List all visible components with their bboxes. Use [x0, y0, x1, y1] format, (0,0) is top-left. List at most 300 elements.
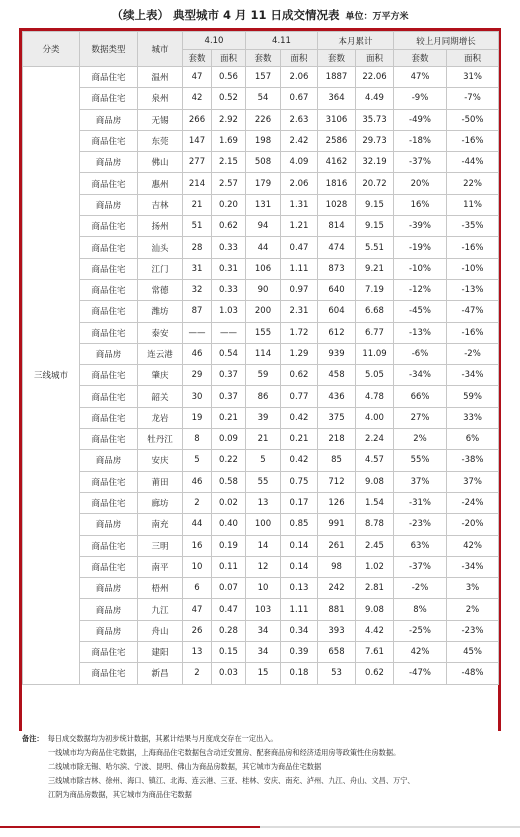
sets-4-11-cell: 44: [246, 237, 281, 258]
cumulative-sets-cell: 85: [318, 450, 356, 471]
area-4-10-cell: 2.92: [212, 109, 246, 130]
sets-4-10-cell: 87: [183, 301, 212, 322]
growth-sets-cell: 27%: [394, 407, 447, 428]
header-category: 分类: [23, 32, 80, 67]
growth-area-cell: -38%: [447, 450, 499, 471]
header-area: 面积: [281, 50, 318, 67]
table-row: [23, 578, 499, 599]
area-4-10-cell: 0.15: [212, 642, 246, 663]
table-row: [23, 109, 499, 130]
growth-area-cell: -34%: [447, 556, 499, 577]
growth-sets-cell: -18%: [394, 130, 447, 151]
city-cell: 梧州: [138, 578, 183, 599]
cumulative-area-cell: 9.21: [356, 258, 394, 279]
growth-sets-cell: -49%: [394, 109, 447, 130]
header-data-type: 数据类型: [80, 32, 138, 67]
cumulative-sets-cell: 261: [318, 535, 356, 556]
data-type-cell: 商品住宅: [80, 429, 138, 450]
data-type-cell: 商品住宅: [80, 301, 138, 322]
city-cell: 泰安: [138, 322, 183, 343]
data-type-cell: 商品住宅: [80, 237, 138, 258]
area-4-10-cell: 0.40: [212, 514, 246, 535]
area-4-11-cell: 0.77: [281, 386, 318, 407]
notes-label: 备注：: [22, 734, 44, 743]
sets-4-11-cell: 200: [246, 301, 281, 322]
growth-sets-cell: -34%: [394, 365, 447, 386]
area-4-11-cell: 0.14: [281, 556, 318, 577]
growth-sets-cell: -12%: [394, 279, 447, 300]
city-cell: 惠州: [138, 173, 183, 194]
cumulative-sets-cell: 604: [318, 301, 356, 322]
area-4-11-cell: 1.29: [281, 343, 318, 364]
growth-area-cell: 42%: [447, 535, 499, 556]
area-4-11-cell: 0.39: [281, 642, 318, 663]
data-type-cell: 商品房: [80, 450, 138, 471]
cumulative-area-cell: 1.54: [356, 492, 394, 513]
cumulative-area-cell: 4.00: [356, 407, 394, 428]
data-type-cell: 商品房: [80, 514, 138, 535]
table-row: [23, 514, 499, 535]
area-4-11-cell: 1.21: [281, 216, 318, 237]
header-sets: 套数: [318, 50, 356, 67]
growth-area-cell: -35%: [447, 216, 499, 237]
sets-4-10-cell: 29: [183, 365, 212, 386]
area-4-10-cell: ——: [212, 322, 246, 343]
city-cell: 泉州: [138, 88, 183, 109]
area-4-11-cell: 0.97: [281, 279, 318, 300]
sets-4-11-cell: 100: [246, 514, 281, 535]
area-4-10-cell: 0.37: [212, 386, 246, 407]
sets-4-10-cell: 10: [183, 556, 212, 577]
growth-sets-cell: -31%: [394, 492, 447, 513]
cumulative-area-cell: 5.51: [356, 237, 394, 258]
sets-4-11-cell: 179: [246, 173, 281, 194]
area-4-11-cell: 0.42: [281, 407, 318, 428]
city-cell: 南平: [138, 556, 183, 577]
sets-4-10-cell: 31: [183, 258, 212, 279]
table-row: [23, 407, 499, 428]
cumulative-sets-cell: 436: [318, 386, 356, 407]
cumulative-area-cell: 29.73: [356, 130, 394, 151]
sets-4-11-cell: 5: [246, 450, 281, 471]
city-cell: 廊坊: [138, 492, 183, 513]
data-type-cell: 商品房: [80, 620, 138, 641]
data-type-cell: 商品住宅: [80, 386, 138, 407]
growth-sets-cell: -39%: [394, 216, 447, 237]
growth-area-cell: -7%: [447, 88, 499, 109]
cumulative-sets-cell: 375: [318, 407, 356, 428]
data-type-cell: 商品房: [80, 152, 138, 173]
growth-area-cell: -2%: [447, 343, 499, 364]
sets-4-10-cell: 42: [183, 88, 212, 109]
table-title: [0, 7, 520, 23]
area-4-10-cell: 0.07: [212, 578, 246, 599]
table-row: [23, 130, 499, 151]
city-cell: 牡丹江: [138, 429, 183, 450]
area-4-10-cell: 0.02: [212, 492, 246, 513]
cumulative-area-cell: 6.68: [356, 301, 394, 322]
growth-sets-cell: -13%: [394, 322, 447, 343]
table-row: [23, 450, 499, 471]
area-4-11-cell: 1.31: [281, 194, 318, 215]
sets-4-11-cell: 226: [246, 109, 281, 130]
city-cell: 新昌: [138, 663, 183, 684]
cumulative-sets-cell: 393: [318, 620, 356, 641]
table-row: [23, 173, 499, 194]
sets-4-11-cell: 508: [246, 152, 281, 173]
cumulative-sets-cell: 1028: [318, 194, 356, 215]
sets-4-11-cell: 114: [246, 343, 281, 364]
sets-4-11-cell: 54: [246, 88, 281, 109]
area-4-10-cell: 0.37: [212, 365, 246, 386]
area-4-11-cell: 0.18: [281, 663, 318, 684]
table-body: [23, 67, 499, 685]
data-type-cell: 商品住宅: [80, 642, 138, 663]
area-4-10-cell: 2.57: [212, 173, 246, 194]
cumulative-sets-cell: 126: [318, 492, 356, 513]
growth-area-cell: 37%: [447, 471, 499, 492]
growth-sets-cell: -19%: [394, 237, 447, 258]
sets-4-10-cell: 47: [183, 599, 212, 620]
city-cell: 无锡: [138, 109, 183, 130]
data-type-cell: 商品住宅: [80, 279, 138, 300]
table-row: [23, 386, 499, 407]
city-cell: 莆田: [138, 471, 183, 492]
table-row: [23, 279, 499, 300]
cumulative-sets-cell: 218: [318, 429, 356, 450]
sets-4-11-cell: 59: [246, 365, 281, 386]
header-city: 城市: [138, 32, 183, 67]
header-sets: 套数: [394, 50, 447, 67]
city-cell: 江门: [138, 258, 183, 279]
cumulative-area-cell: 6.77: [356, 322, 394, 343]
cumulative-area-cell: 9.08: [356, 471, 394, 492]
cumulative-sets-cell: 364: [318, 88, 356, 109]
city-cell: 连云港: [138, 343, 183, 364]
sets-4-11-cell: 34: [246, 642, 281, 663]
sets-4-10-cell: 19: [183, 407, 212, 428]
sets-4-10-cell: 2: [183, 663, 212, 684]
cumulative-sets-cell: 474: [318, 237, 356, 258]
table-row: [23, 620, 499, 641]
sets-4-10-cell: ——: [183, 322, 212, 343]
area-4-10-cell: 0.62: [212, 216, 246, 237]
table-row: [23, 556, 499, 577]
sets-4-11-cell: 13: [246, 492, 281, 513]
growth-area-cell: -13%: [447, 279, 499, 300]
sets-4-10-cell: 266: [183, 109, 212, 130]
area-4-11-cell: 0.47: [281, 237, 318, 258]
sets-4-10-cell: 44: [183, 514, 212, 535]
cumulative-area-cell: 22.06: [356, 67, 394, 88]
cumulative-sets-cell: 242: [318, 578, 356, 599]
area-4-11-cell: 2.06: [281, 67, 318, 88]
header-area: 面积: [356, 50, 394, 67]
growth-sets-cell: 55%: [394, 450, 447, 471]
growth-sets-cell: -2%: [394, 578, 447, 599]
growth-sets-cell: 2%: [394, 429, 447, 450]
growth-area-cell: 11%: [447, 194, 499, 215]
city-cell: 龙岩: [138, 407, 183, 428]
header-date-2: 4.11: [246, 32, 318, 50]
city-cell: 东莞: [138, 130, 183, 151]
area-4-11-cell: 1.11: [281, 599, 318, 620]
cumulative-area-cell: 9.08: [356, 599, 394, 620]
cumulative-area-cell: 35.73: [356, 109, 394, 130]
city-cell: 舟山: [138, 620, 183, 641]
area-4-10-cell: 0.58: [212, 471, 246, 492]
growth-sets-cell: -9%: [394, 88, 447, 109]
area-4-10-cell: 0.28: [212, 620, 246, 641]
header-sets: 套数: [183, 50, 212, 67]
growth-sets-cell: -37%: [394, 556, 447, 577]
header-cumulative: 本月累计: [318, 32, 394, 50]
sets-4-11-cell: 21: [246, 429, 281, 450]
data-type-cell: 商品住宅: [80, 67, 138, 88]
note-line: 每日成交数据均为初步统计数据，其累计结果与月度成交存在一定出入。: [47, 734, 278, 743]
area-4-11-cell: 0.14: [281, 535, 318, 556]
growth-area-cell: -47%: [447, 301, 499, 322]
data-type-cell: 商品房: [80, 194, 138, 215]
cumulative-area-cell: 5.05: [356, 365, 394, 386]
table-row: [23, 492, 499, 513]
data-type-cell: 商品房: [80, 109, 138, 130]
sets-4-11-cell: 155: [246, 322, 281, 343]
table-row: [23, 429, 499, 450]
area-4-11-cell: 0.62: [281, 365, 318, 386]
sets-4-10-cell: 28: [183, 237, 212, 258]
growth-sets-cell: 42%: [394, 642, 447, 663]
cumulative-sets-cell: 458: [318, 365, 356, 386]
sets-4-11-cell: 198: [246, 130, 281, 151]
sets-4-11-cell: 90: [246, 279, 281, 300]
table-row: [23, 471, 499, 492]
sets-4-10-cell: 277: [183, 152, 212, 173]
table-row: [23, 194, 499, 215]
table-row: [23, 67, 499, 88]
unit-label: 单位：万平方米: [345, 12, 409, 22]
sets-4-11-cell: 94: [246, 216, 281, 237]
header-sets: 套数: [246, 50, 281, 67]
growth-area-cell: -34%: [447, 365, 499, 386]
growth-area-cell: 31%: [447, 67, 499, 88]
cumulative-area-cell: 32.19: [356, 152, 394, 173]
table-row: [23, 258, 499, 279]
data-type-cell: 商品住宅: [80, 258, 138, 279]
growth-sets-cell: 47%: [394, 67, 447, 88]
sets-4-10-cell: 32: [183, 279, 212, 300]
sets-4-10-cell: 46: [183, 471, 212, 492]
city-cell: 肇庆: [138, 365, 183, 386]
table-row: [23, 343, 499, 364]
data-type-cell: 商品住宅: [80, 556, 138, 577]
notes: [22, 732, 502, 802]
table-row: [23, 322, 499, 343]
area-4-10-cell: 0.33: [212, 279, 246, 300]
data-type-cell: 商品住宅: [80, 173, 138, 194]
cumulative-area-cell: 2.81: [356, 578, 394, 599]
data-type-cell: 商品住宅: [80, 88, 138, 109]
area-4-10-cell: 0.21: [212, 407, 246, 428]
cumulative-area-cell: 4.42: [356, 620, 394, 641]
growth-area-cell: -24%: [447, 492, 499, 513]
note-line: 一线城市均为商品住宅数据，上海商品住宅数据包含动迁安置房、配套商品房和经济适用房等政策性住房数据。: [48, 748, 401, 757]
area-4-10-cell: 0.52: [212, 88, 246, 109]
area-4-11-cell: 2.31: [281, 301, 318, 322]
city-cell: 温州: [138, 67, 183, 88]
growth-sets-cell: -37%: [394, 152, 447, 173]
group-label-cell: 三线城市: [23, 67, 80, 685]
sets-4-11-cell: 103: [246, 599, 281, 620]
sets-4-11-cell: 55: [246, 471, 281, 492]
table-row: [23, 301, 499, 322]
cumulative-sets-cell: 640: [318, 279, 356, 300]
area-4-10-cell: 0.22: [212, 450, 246, 471]
cumulative-sets-cell: 939: [318, 343, 356, 364]
cumulative-sets-cell: 814: [318, 216, 356, 237]
area-4-10-cell: 0.20: [212, 194, 246, 215]
area-4-11-cell: 2.06: [281, 173, 318, 194]
cumulative-sets-cell: 2586: [318, 130, 356, 151]
header-area: 面积: [212, 50, 246, 67]
cumulative-sets-cell: 4162: [318, 152, 356, 173]
growth-sets-cell: -25%: [394, 620, 447, 641]
city-cell: 汕头: [138, 237, 183, 258]
note-line: 三线城市除吉林、徐州、海口、镇江、北海、连云港、三亚、桂林、安庆、南充、泸州、九江、舟山、文昌、万宁、: [48, 776, 415, 785]
growth-sets-cell: -47%: [394, 663, 447, 684]
note-line: 二线城市除无锡、哈尔滨、宁波、昆明、佛山为商品房数据，其它城市为商品住宅数据: [48, 762, 322, 771]
sets-4-11-cell: 15: [246, 663, 281, 684]
sets-4-11-cell: 157: [246, 67, 281, 88]
sets-4-11-cell: 34: [246, 620, 281, 641]
sets-4-11-cell: 10: [246, 578, 281, 599]
cumulative-sets-cell: 98: [318, 556, 356, 577]
sets-4-10-cell: 8: [183, 429, 212, 450]
growth-sets-cell: -45%: [394, 301, 447, 322]
cumulative-area-cell: 4.49: [356, 88, 394, 109]
area-4-11-cell: 4.09: [281, 152, 318, 173]
table-row: [23, 152, 499, 173]
growth-sets-cell: -10%: [394, 258, 447, 279]
area-4-10-cell: 0.11: [212, 556, 246, 577]
growth-area-cell: -10%: [447, 258, 499, 279]
city-cell: 南充: [138, 514, 183, 535]
data-type-cell: 商品房: [80, 578, 138, 599]
area-4-10-cell: 0.31: [212, 258, 246, 279]
city-cell: 吉林: [138, 194, 183, 215]
cumulative-sets-cell: 658: [318, 642, 356, 663]
data-type-cell: 商品房: [80, 343, 138, 364]
sets-4-10-cell: 47: [183, 67, 212, 88]
area-4-11-cell: 2.63: [281, 109, 318, 130]
data-type-cell: 商品住宅: [80, 407, 138, 428]
city-cell: 九江: [138, 599, 183, 620]
city-cell: 韶关: [138, 386, 183, 407]
sets-4-10-cell: 6: [183, 578, 212, 599]
sets-4-10-cell: 21: [183, 194, 212, 215]
growth-sets-cell: 20%: [394, 173, 447, 194]
table-row: [23, 88, 499, 109]
sets-4-10-cell: 214: [183, 173, 212, 194]
sets-4-11-cell: 131: [246, 194, 281, 215]
data-type-cell: 商品住宅: [80, 322, 138, 343]
cumulative-sets-cell: 881: [318, 599, 356, 620]
city-cell: 佛山: [138, 152, 183, 173]
growth-area-cell: -16%: [447, 130, 499, 151]
transactions-table: [22, 31, 499, 685]
sets-4-11-cell: 106: [246, 258, 281, 279]
growth-sets-cell: 37%: [394, 471, 447, 492]
area-4-10-cell: 0.33: [212, 237, 246, 258]
sets-4-11-cell: 14: [246, 535, 281, 556]
cumulative-area-cell: 20.72: [356, 173, 394, 194]
cumulative-area-cell: 2.45: [356, 535, 394, 556]
sets-4-10-cell: 2: [183, 492, 212, 513]
city-cell: 扬州: [138, 216, 183, 237]
sets-4-10-cell: 51: [183, 216, 212, 237]
data-type-cell: 商品住宅: [80, 471, 138, 492]
sets-4-10-cell: 46: [183, 343, 212, 364]
data-type-cell: 商品住宅: [80, 365, 138, 386]
data-type-cell: 商品住宅: [80, 130, 138, 151]
area-4-11-cell: 0.75: [281, 471, 318, 492]
area-4-11-cell: 0.85: [281, 514, 318, 535]
growth-sets-cell: 63%: [394, 535, 447, 556]
growth-sets-cell: -23%: [394, 514, 447, 535]
growth-area-cell: -48%: [447, 663, 499, 684]
area-4-11-cell: 0.34: [281, 620, 318, 641]
city-cell: 安庆: [138, 450, 183, 471]
sets-4-10-cell: 26: [183, 620, 212, 641]
data-type-cell: 商品住宅: [80, 492, 138, 513]
table-row: [23, 365, 499, 386]
cumulative-sets-cell: 3106: [318, 109, 356, 130]
sets-4-11-cell: 86: [246, 386, 281, 407]
data-type-cell: 商品住宅: [80, 663, 138, 684]
area-4-11-cell: 0.21: [281, 429, 318, 450]
sets-4-10-cell: 5: [183, 450, 212, 471]
data-type-cell: 商品住宅: [80, 216, 138, 237]
table-row: [23, 237, 499, 258]
growth-area-cell: -16%: [447, 237, 499, 258]
cumulative-area-cell: 7.61: [356, 642, 394, 663]
cumulative-area-cell: 4.78: [356, 386, 394, 407]
city-cell: 潍坊: [138, 301, 183, 322]
area-4-10-cell: 1.03: [212, 301, 246, 322]
header-growth: 较上月同期增长: [394, 32, 499, 50]
area-4-10-cell: 0.56: [212, 67, 246, 88]
growth-area-cell: 33%: [447, 407, 499, 428]
cumulative-sets-cell: 612: [318, 322, 356, 343]
table-row: [23, 535, 499, 556]
cumulative-sets-cell: 1887: [318, 67, 356, 88]
table-row: [23, 216, 499, 237]
sets-4-10-cell: 16: [183, 535, 212, 556]
title-text: （续上表） 典型城市 4 月 11 日成交情况表: [111, 8, 340, 22]
area-4-10-cell: 0.47: [212, 599, 246, 620]
cumulative-sets-cell: 991: [318, 514, 356, 535]
area-4-11-cell: 0.42: [281, 450, 318, 471]
header-area: 面积: [447, 50, 499, 67]
sets-4-10-cell: 30: [183, 386, 212, 407]
area-4-11-cell: 1.72: [281, 322, 318, 343]
growth-area-cell: 22%: [447, 173, 499, 194]
cumulative-area-cell: 4.57: [356, 450, 394, 471]
growth-area-cell: -23%: [447, 620, 499, 641]
area-4-11-cell: 2.42: [281, 130, 318, 151]
city-cell: 建阳: [138, 642, 183, 663]
growth-sets-cell: 16%: [394, 194, 447, 215]
